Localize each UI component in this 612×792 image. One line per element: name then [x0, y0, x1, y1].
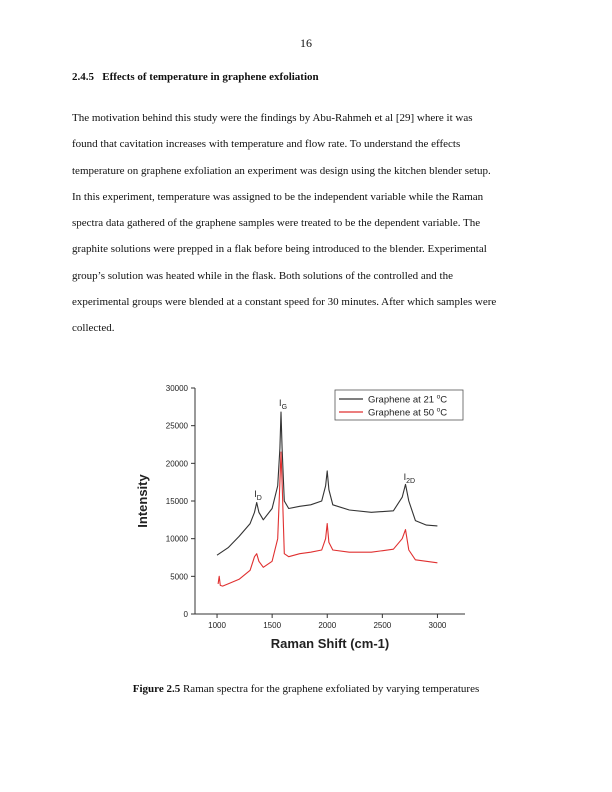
figure-caption-text: Raman spectra for the graphene exfoliated by varying temperatures	[182, 683, 480, 695]
y-tick-label: 15000	[165, 497, 188, 506]
peak-label-d: $I_D$	[254, 489, 262, 503]
page-number: 16	[300, 36, 312, 50]
paragraph-line: spectra data gathered of the graphene samples were treated to be the dependent variable. The	[72, 217, 481, 230]
y-tick-label: 5000	[170, 572, 188, 582]
paragraph-line: In this experiment, temperature was assigned to be the independent variable while the Raman	[72, 190, 484, 203]
x-tick-label: 2000	[318, 621, 337, 630]
y-tick-label: 0	[183, 610, 188, 619]
x-tick-label: 1000	[208, 621, 226, 630]
figure-caption	[0, 683, 612, 695]
y-tick-label: 20000	[165, 459, 188, 469]
x-tick-label: 1500	[263, 621, 282, 630]
y-tick-label: 25000	[165, 421, 188, 431]
peak-label-2d: $I_{2D}$	[403, 471, 416, 485]
paragraph-line: The motivation behind this study were the findings by Abu-Rahmeh et al [29] where it was	[72, 112, 473, 124]
chart-series	[217, 412, 437, 586]
y-axis-label: Intensity	[135, 474, 150, 528]
section-title: Effects of temperature in graphene exfoliation	[102, 71, 319, 83]
paragraph-line: graphite solutions were prepped in a flak before being introduced to the blender. Experimental	[72, 243, 487, 256]
chart-legend	[335, 390, 463, 420]
x-tick-label: 2500	[373, 621, 392, 630]
paragraph-line: collected.	[72, 322, 115, 335]
y-tick-label: 30000	[165, 384, 188, 393]
raman-spectra-figure	[125, 378, 477, 658]
x-tick-label: 3000	[428, 621, 447, 630]
paragraph-line: found that cavitation increases with temperature and flow rate. To understand the effects	[72, 138, 461, 151]
paragraph-line: experimental groups were blended at a constant speed for 30 minutes. After which samples were	[72, 296, 497, 309]
x-axis-label: Raman Shift (cm-1)	[270, 636, 390, 651]
figure-label: Figure 2.5	[132, 683, 181, 695]
legend-label-2: Graphene at 50 $^o$C	[368, 406, 448, 419]
body-paragraph	[72, 105, 542, 342]
chart-axes	[135, 384, 465, 651]
section-heading	[72, 71, 319, 83]
paragraph-line: group’s solution was heated while in the flask. Both solutions of the controlled and the	[72, 269, 453, 282]
raman-spectra-chart	[125, 378, 477, 658]
peak-label-g: $I_G$	[279, 398, 288, 412]
legend-label-1: Graphene at 21 $^o$C	[368, 393, 448, 406]
paragraph-line: temperature on graphene exfoliation an experiment was design using the kitchen blender setup.	[72, 164, 491, 177]
section-number: 2.4.5	[72, 71, 94, 83]
y-tick-label: 10000	[165, 534, 188, 544]
